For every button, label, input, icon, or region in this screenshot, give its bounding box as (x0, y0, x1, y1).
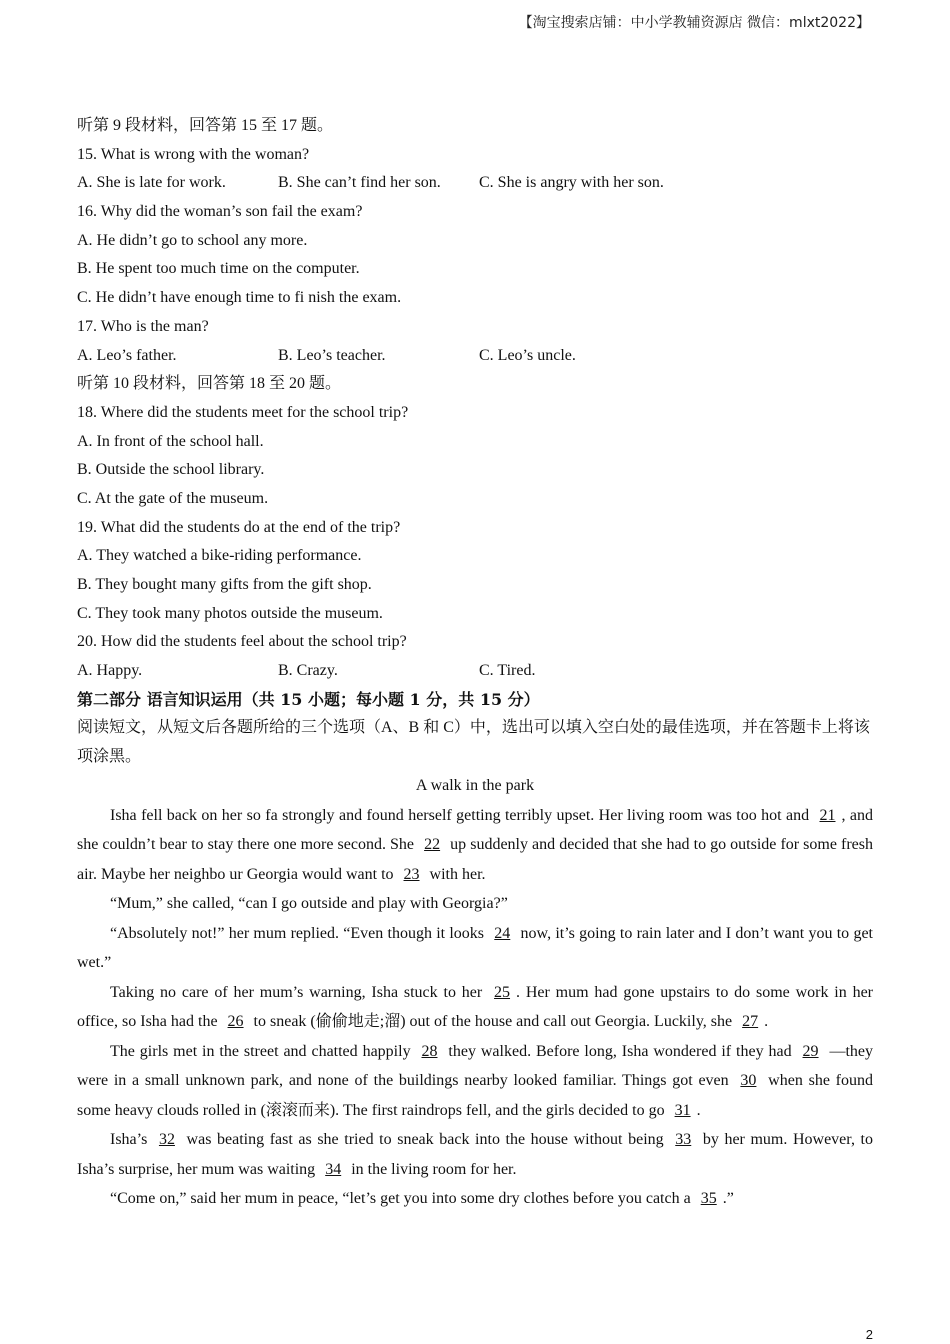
exam-content (77, 112, 873, 1214)
option-a: A. He didn’t go to school any more. (77, 231, 308, 249)
text: now, it’s going to rain later and I don’t want you to get wet.” (77, 924, 873, 972)
blank-35: 35 (700, 1190, 717, 1208)
text: “Come on,” said her mum in peace, “let’s get you into some dry clothes before you catch a (110, 1190, 695, 1208)
text: . (696, 1101, 701, 1119)
option-b: B. Leo’s teacher. (278, 346, 386, 364)
option-b: B. Crazy. (278, 662, 338, 680)
question-15-options (77, 169, 873, 198)
blank-28: 28 (421, 1042, 438, 1060)
option-a: A. She is late for work. (77, 174, 226, 192)
passage-paragraph-5 (77, 1037, 873, 1126)
question-17: 17. Who is the man? (77, 317, 209, 335)
blank-31: 31 (674, 1101, 691, 1119)
text: up suddenly and decided that she had to go outside for some fresh air. Maybe her neighbo ur Georgia would want to (77, 836, 873, 883)
blank-22: 22 (424, 836, 441, 854)
blank-25: 25 (494, 983, 511, 1001)
question-16: 16. Why did the woman’s son fail the exam? (77, 203, 363, 221)
text: .” (722, 1190, 734, 1208)
part-2-heading: 第二部分 语言知识运用（共 15 小题；每小题 1 分，共 15 分） (77, 689, 540, 709)
option-a: A. Leo’s father. (77, 346, 177, 364)
text: Isha’s (110, 1131, 153, 1149)
text: they walked. Before long, Isha wondered if they had (443, 1042, 797, 1060)
text: . Her mum had gone upstairs to do some work in her office, so Isha had the (77, 983, 874, 1031)
option-b: B. She can’t find her son. (278, 174, 441, 192)
passage-paragraph-2: “Mum,” she called, “can I go outside and play with Georgia?” (110, 895, 508, 913)
blank-33: 33 (675, 1131, 692, 1149)
text: to sneak (偷偷地走;溜) out of the house and call out Georgia. Luckily, she (249, 1013, 737, 1031)
passage-paragraph-7 (77, 1184, 873, 1214)
text: —they were in a small unknown park, and none of the buildings nearby looked familiar. Things got even (77, 1042, 873, 1090)
question-18: 18. Where did the students meet for the school trip? (77, 403, 409, 421)
question-20-options (77, 657, 873, 686)
page-number: 2 (865, 1327, 873, 1342)
text: . (764, 1013, 769, 1031)
part-2-instruction: 阅读短文，从短文后各题所给的三个选项（A、B 和 C）中，选出可以填入空白处的最佳选项，并在答题卡上将该项涂黑。 (77, 719, 870, 766)
section-9-instruction: 听第 9 段材料，回答第 15 至 17 题。 (77, 117, 334, 134)
option-c: C. Tired. (479, 662, 536, 680)
passage-paragraph-6 (77, 1125, 873, 1184)
option-a: A. Happy. (77, 662, 143, 680)
page-header: 【淘宝搜索店铺：中小学教辅资源店 微信：mlxt2022】 (518, 15, 870, 31)
text: when she found some heavy clouds rolled in (滚滚而来). The first raindrops fell, and the girls decided to go (77, 1072, 874, 1119)
blank-27: 27 (742, 1013, 759, 1031)
question-15: 15. What is wrong with the woman? (77, 145, 310, 163)
text: in the living room for her. (347, 1160, 517, 1178)
passage-paragraph-1 (77, 801, 873, 890)
passage-title: A walk in the park (415, 776, 535, 794)
option-c: C. At the gate of the museum. (77, 489, 269, 507)
question-19: 19. What did the students do at the end of the trip? (77, 518, 401, 536)
option-c: C. He didn’t have enough time to fi nish the exam. (77, 289, 402, 307)
option-b: B. They bought many gifts from the gift shop. (77, 576, 372, 593)
option-c: C. She is angry with her son. (479, 174, 664, 192)
passage-paragraph-3 (77, 919, 873, 978)
blank-24: 24 (494, 924, 511, 942)
question-20: 20. How did the students feel about the school trip? (77, 633, 407, 651)
text: Isha fell back on her so fa strongly and found herself getting terribly upset. Her living room was too hot and (110, 806, 814, 824)
option-a: A. They watched a bike-riding performance. (77, 547, 362, 565)
text: was beating fast as she tried to sneak back into the house without being (180, 1131, 670, 1149)
blank-21: 21 (819, 806, 836, 824)
option-c: C. Leo’s uncle. (479, 346, 576, 364)
text: “Absolutely not!” her mum replied. “Even though it looks (110, 924, 489, 942)
option-c: C. They took many photos outside the museum. (77, 604, 383, 622)
blank-29: 29 (802, 1042, 819, 1060)
option-b: B. Outside the school library. (77, 461, 265, 479)
option-b: B. He spent too much time on the computer. (77, 260, 360, 278)
question-17-options (77, 342, 873, 371)
blank-30: 30 (740, 1072, 757, 1090)
blank-26: 26 (227, 1013, 244, 1031)
text: Taking no care of her mum’s warning, Isha stuck to her (110, 983, 489, 1001)
option-a: A. In front of the school hall. (77, 432, 264, 450)
blank-23: 23 (403, 865, 420, 883)
section-10-instruction: 听第 10 段材料，回答第 18 至 20 题。 (77, 375, 342, 393)
text: by her mum. However, to Isha’s surprise, her mum was waiting (77, 1131, 874, 1178)
passage-paragraph-4 (77, 978, 873, 1037)
blank-34: 34 (325, 1160, 342, 1178)
text: , and she couldn’t bear to stay there one more second. She (77, 806, 873, 854)
text: with her. (425, 865, 486, 883)
text: The girls met in the street and chatted happily (110, 1042, 416, 1060)
blank-32: 32 (158, 1131, 175, 1149)
